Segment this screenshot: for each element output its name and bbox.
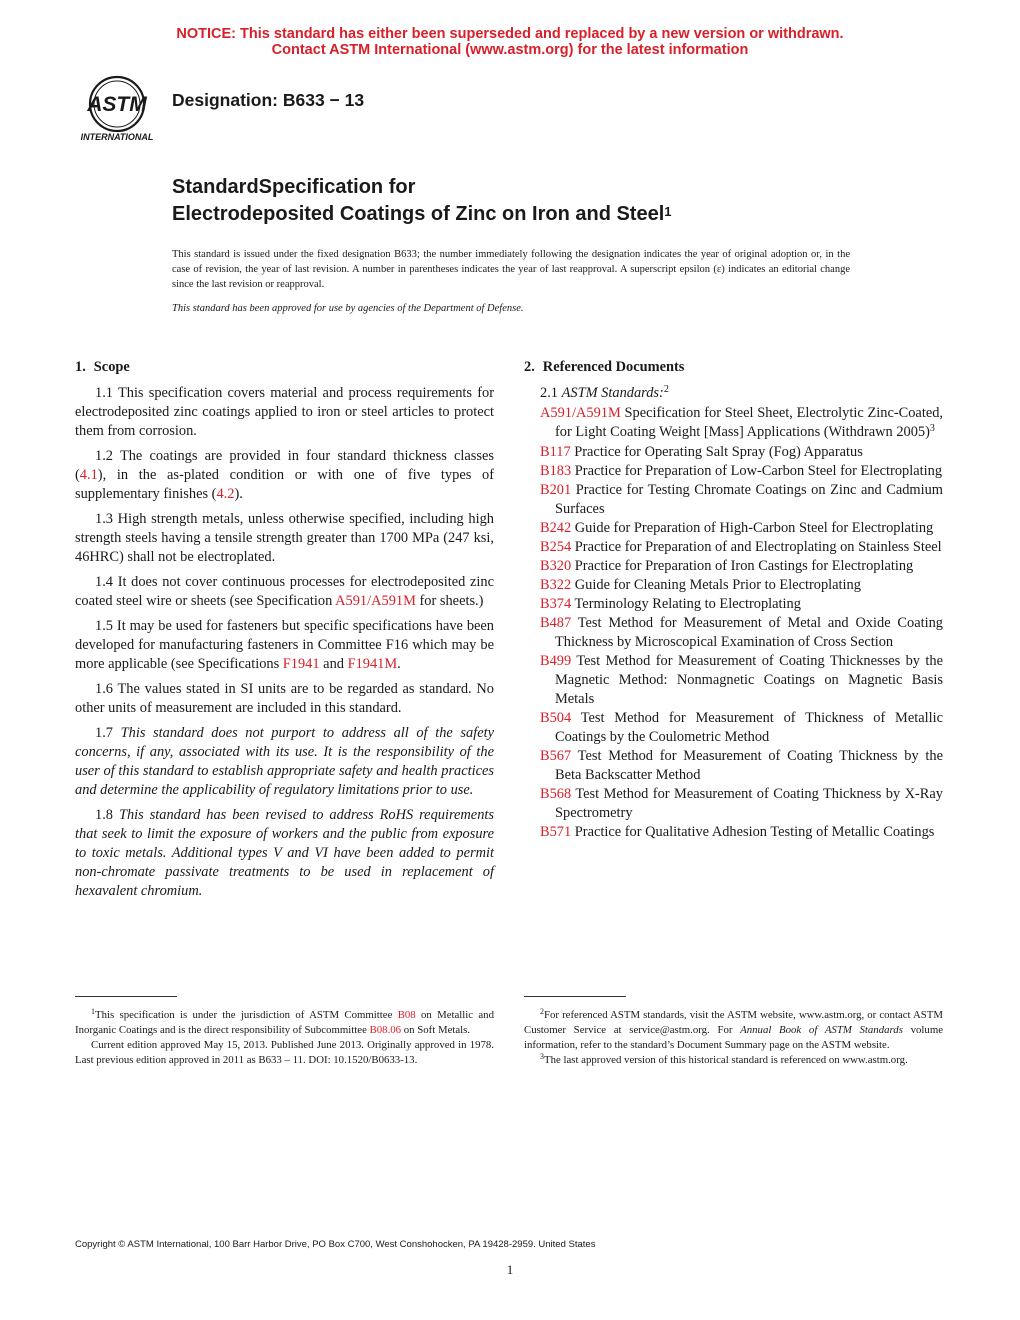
svg-text:INTERNATIONAL: INTERNATIONAL: [80, 132, 154, 142]
reference-title: Terminology Relating to Electroplating: [571, 596, 801, 612]
notice-line-2: Contact ASTM International (www.astm.org) for the latest information: [271, 42, 749, 58]
reference-title: Practice for Operating Salt Spray (Fog) Apparatus: [570, 444, 863, 460]
scope-para-1-4: 1.4 It does not cover continuous processes for electrodeposited zinc coated steel wire or sheets (see Specification A591/A591M for sheets.): [75, 574, 494, 609]
referenced-documents-section: [524, 358, 943, 842]
approved-note: This standard has been approved for use by agencies of the Department of Defense.: [172, 303, 524, 314]
notice-banner: [0, 26, 1020, 58]
issued-note: This standard is issued under the fixed designation B633; the number immediately following the designation indicates the year of original adoption or, in the case of revision, the year of last revision. A number in parentheses indicates the year of last reapproval. A superscript epsilon (ε) indicates an editorial change since the last revision or reapproval.: [172, 249, 850, 290]
reference-title: Guide for Preparation of High-Carbon Steel for Electroplating: [571, 520, 934, 536]
subcommittee-link-b08-06[interactable]: B08.06: [369, 1024, 402, 1036]
footnote-2: $^2$For referenced ASTM standards, visit the ASTM website, www.astm.org, or contact ASTM Customer Service at service@astm.org. For Annual Book of ASTM Standards volume information, refer to the standard’s Document Summary page on the ASTM website.: [524, 1007, 944, 1051]
document-title: [172, 174, 672, 229]
refs-intro: 2.1 ASTM Standards:$^2$: [540, 384, 669, 401]
reference-code-link[interactable]: B242: [540, 520, 572, 536]
reference-title: Test Method for Measurement of Metal and Oxide Coating Thickness by Microscopical Examination of Cross Section: [555, 615, 943, 650]
page-number: 1: [506, 1262, 514, 1277]
footnotes-right: [524, 1008, 943, 1068]
scope-para-1-8: 1.8 This standard has been revised to address RoHS requirements that seek to limit the exposure of workers and the public from exposure to toxic metals. Additional types V and VI have been added to permit non-chromate passivate treatments to be used in replacement of hexavalent chromium.: [75, 807, 494, 899]
scope-para-1-2: 1.2 The coatings are provided in four standard thickness classes (4.1), in the as-plated condition or with one of five types of supplementary finishes (4.2).: [75, 448, 494, 502]
reference-title: Practice for Qualitative Adhesion Testing of Metallic Coatings: [571, 824, 935, 840]
footnote-rule-left: [75, 996, 177, 997]
reference-code-link[interactable]: B504: [540, 710, 572, 726]
reference-code-link[interactable]: B567: [540, 748, 572, 764]
reference-title: Practice for Preparation of Low-Carbon Steel for Electroplating: [571, 463, 943, 479]
title-line-2: Electrodeposited Coatings of Zinc on Iron and Steel$^1$: [172, 203, 672, 225]
reference-item: [524, 823, 943, 842]
reference-item: [524, 519, 943, 538]
scope-heading: 1. Scope: [75, 359, 130, 375]
spec-link-f1941m[interactable]: F1941M: [347, 656, 398, 672]
section-link-4-1[interactable]: 4.1: [79, 467, 98, 483]
reference-item: [524, 595, 943, 614]
section-link-4-2[interactable]: 4.2: [216, 486, 235, 502]
footnote-3: $^3$The last approved version of this historical standard is referenced on www.astm.org.: [540, 1052, 908, 1066]
reference-title: Practice for Testing Chromate Coatings on Zinc and Cadmium Surfaces: [555, 482, 943, 517]
reference-item: [524, 404, 943, 443]
reference-item: [524, 747, 943, 785]
copyright: Copyright © ASTM International, 100 Barr Harbor Drive, PO Box C700, West Conshohocken, PA 19428-2959. United States: [75, 1239, 596, 1250]
reference-title: Specification for Steel Sheet, Electrolytic Zinc-Coated, for Light Coating Weight [Mass] Applications (Withdrawn 2005): [555, 405, 943, 440]
reference-item: [524, 557, 943, 576]
reference-item: [524, 614, 943, 652]
edition-note: Current edition approved May 15, 2013. Published June 2013. Originally approved in 1978. Last previous edition approved in 2011 as B633 – 11. DOI: 10.1520/B0633-13.: [75, 1039, 494, 1066]
scope-para-1-5: 1.5 It may be used for fasteners but specific specifications have been developed for manufacturing fasteners in Committee F16 which may be more applicable (see Specifications F1941 and F1941M.: [75, 618, 494, 672]
footnotes-left: [75, 1008, 494, 1068]
reference-item: [524, 576, 943, 595]
footnote-rule-right: [524, 996, 626, 997]
reference-item: [524, 462, 943, 481]
designation: Designation: B633 − 13: [172, 90, 365, 110]
reference-item: [524, 443, 943, 462]
reference-code-link[interactable]: B201: [540, 482, 572, 498]
svg-text:ASTM: ASTM: [87, 93, 147, 116]
reference-item: [524, 538, 943, 557]
scope-para-1-1: 1.1 This specification covers material and process requirements for electrodeposited zinc coatings applied to iron or steel articles to protect them from corrosion.: [75, 385, 495, 439]
title-footnote-marker: 1: [664, 204, 672, 219]
scope-para-1-7: 1.7 This standard does not purport to address all of the safety concerns, if any, associated with its use. It is the responsibility of the user of this standard to establish appropriate safety and health practices and determine the applicability of regulatory limitations prior to use.: [75, 725, 494, 798]
reference-title: Test Method for Measurement of Coating Thickness by X-Ray Spectrometry: [555, 786, 943, 821]
reference-title: Test Method for Measurement of Coating Thicknesses by the Magnetic Method: Nonmagnetic Coatings on Magnetic Basis Metals: [555, 653, 943, 707]
footnote-1: $^1$This specification is under the jurisdiction of ASTM Committee B08 on Metallic and Inorganic Coatings and is the direct responsibility of Subcommittee B08.06 on Soft Metals.: [75, 1007, 494, 1036]
reference-code-link[interactable]: B487: [540, 615, 572, 631]
reference-footnote-marker: 3: [929, 423, 935, 434]
reference-title: Guide for Cleaning Metals Prior to Electroplating: [571, 577, 861, 593]
reference-code-link[interactable]: B254: [540, 539, 572, 555]
reference-code-link[interactable]: B499: [540, 653, 572, 669]
reference-title: Practice for Preparation of and Electroplating on Stainless Steel: [571, 539, 942, 555]
scope-para-1-3: 1.3 High strength metals, unless otherwise specified, including high strength steels having a tensile strength greater than 1700 MPa (247 ksi, 46HRC) shall not be electroplated.: [75, 511, 494, 565]
reference-code-link[interactable]: B320: [540, 558, 572, 574]
reference-code-link[interactable]: B374: [540, 596, 572, 612]
astm-logo-icon: [74, 74, 160, 144]
committee-link-b08[interactable]: B08: [397, 1009, 416, 1021]
refs-heading: 2. Referenced Documents: [524, 359, 685, 375]
reference-code-link[interactable]: A591/A591M: [540, 405, 621, 421]
title-line-1: StandardSpecification for: [172, 176, 416, 198]
reference-code-link[interactable]: B183: [540, 463, 572, 479]
reference-code-link[interactable]: B322: [540, 577, 572, 593]
scope-para-1-6: 1.6 The values stated in SI units are to be regarded as standard. No other units of measurement are included in this standard.: [75, 681, 494, 716]
reference-item: [524, 481, 943, 519]
reference-item: [524, 785, 943, 823]
reference-title: Test Method for Measurement of Thickness of Metallic Coatings by the Coulometric Method: [555, 710, 943, 745]
reference-item: [524, 652, 943, 709]
reference-title: Test Method for Measurement of Coating Thickness by the Beta Backscatter Method: [555, 748, 943, 783]
reference-title: Practice for Preparation of Iron Castings for Electroplating: [571, 558, 914, 574]
notice-line-1: NOTICE: This standard has either been superseded and replaced by a new version or withdrawn.: [176, 26, 844, 42]
reference-code-link[interactable]: B571: [540, 824, 572, 840]
reference-item: [524, 709, 943, 747]
reference-code-link[interactable]: B568: [540, 786, 572, 802]
reference-list: [524, 404, 943, 842]
spec-link-a591[interactable]: A591/A591M: [335, 593, 416, 609]
reference-code-link[interactable]: B117: [540, 444, 571, 460]
spec-link-f1941[interactable]: F1941: [282, 656, 320, 672]
scope-section: [75, 358, 494, 907]
